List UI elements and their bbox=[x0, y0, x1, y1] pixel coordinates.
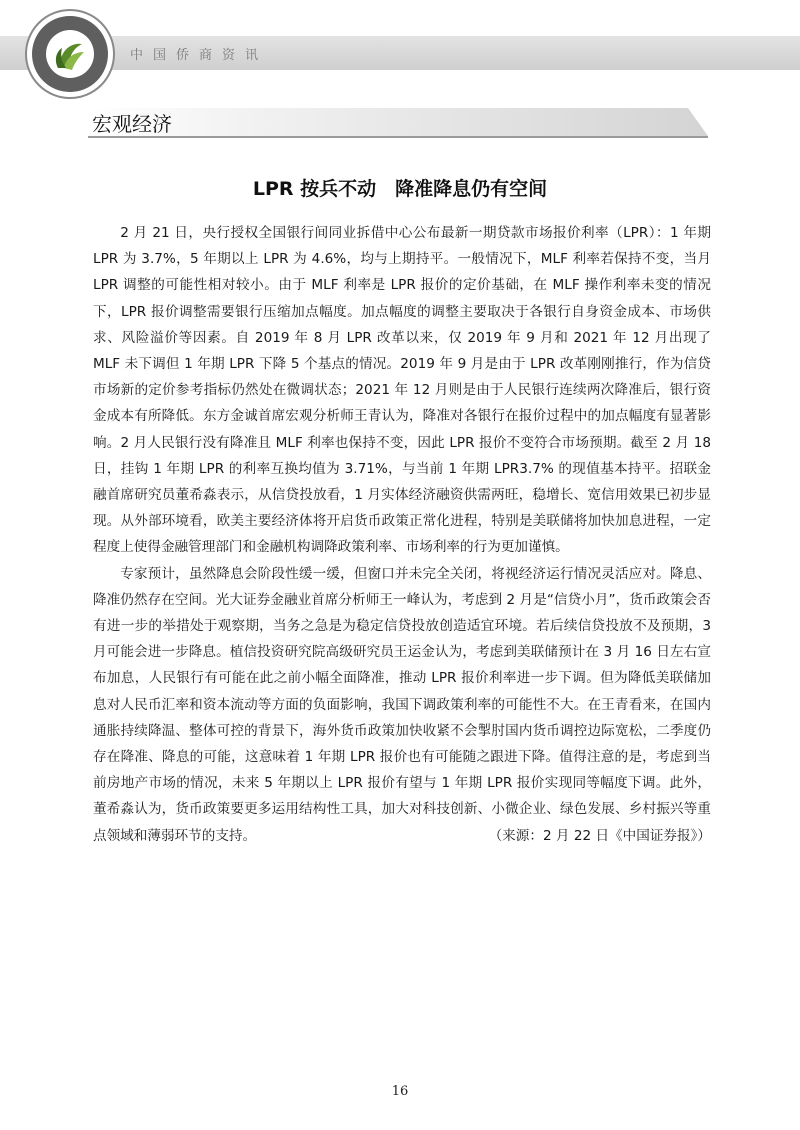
section-header-background bbox=[88, 108, 708, 136]
article-body bbox=[93, 220, 711, 849]
section-title: 宏观经济 bbox=[92, 112, 172, 136]
header-band bbox=[0, 36, 800, 70]
organization-seal-logo bbox=[24, 8, 116, 100]
publication-name: 中国侨商资讯 bbox=[130, 48, 269, 63]
page-number: 16 bbox=[391, 1084, 409, 1099]
article-title: LPR 按兵不动 降准降息仍有空间 bbox=[252, 178, 548, 200]
article-paragraph: 专家预计，虽然降息会阶段性缓一缓，但窗口并未完全关闭，将视经济运行情况灵活应对。降息、降准仍然存在空间。光大证券金融业首席分析师王一峰认为，考虑到 2 月是“信贷小月”，货币政策会否有进一步的举措处于观察期，当务之急是为稳定信贷投放创造适宜环境。若后续信贷投放不及预期，3 月可能会进一步降息。植信投资研究院高级研究员王运金认为，考虑到美联储预计在 3 月 16 日左右宣布加息，人民银行有可能在此之前小幅全面降准，推动 LPR 报价利率进一步下调。但为降低美联储加息对人民币汇率和资本流动等方面的负面影响，我国下调政策利率的可能性不大。在王青看来，在国内通胀持续降温、整体可控的背景下，海外货币政策加快收紧不会掣肘国内货币调控边际宽松，二季度仍存在降准、降息的可能，这意味着 1 年期 LPR 报价也有可能随之跟进下降。值得注意的是，考虑到当前房地产市场的情况，未来 5 年期以上 LPR 报价有望与 1 年期 LPR 报价实现同等幅度下调。此外，董希淼认为，货币政策要更多运用结构性工具，加大对科技创新、小微企业、绿色发展、乡村振兴等重点领域和薄弱环节的支持。 bbox=[93, 565, 711, 844]
section-header-underline bbox=[88, 136, 708, 138]
section-header bbox=[88, 108, 708, 138]
article-source: （来源：2 月 22 日《中国证券报》） bbox=[488, 827, 711, 844]
article-paragraph: 2 月 21 日，央行授权全国银行间同业拆借中心公布最新一期贷款市场报价利率（LPR）：1 年期 LPR 为 3.7%，5 年期以上 LPR 为 4.6%，均与上期持平。一般情况下，MLF 利率若保持不变，当月 LPR 调整的可能性相对较小。由于 MLF 利率是 LPR 报价的定价基础，在 MLF 操作利率未变的情况下，LPR 报价调整需要银行压缩加点幅度。加点幅度的调整主要取决于各银行自身资金成本、市场供求、风险溢价等因素。自 2019 年 8 月 LPR 改革以来，仅 2019 年 9 月和 2021 年 12 月出现了 MLF 未下调但 1 年期 LPR 下降 5 个基点的情况。2019 年 9 月是由于 LPR 改革刚刚推行，作为信贷市场新的定价参考指标仍然处在微调状态；2021 年 12 月则是由于人民银行连续两次降准后，银行资金成本有所降低。东方金诚首席宏观分析师王青认为，降准对各银行在报价过程中的加点幅度有显著影响。2 月人民银行没有降准且 MLF 利率也保持不变，因此 LPR 报价不变符合市场预期。截至 2 月 18 日，挂钩 1 年期 LPR 的利率互换均值为 3.71%，与当前 1 年期 LPR3.7% 的现值基本持平。招联金融首席研究员董希淼表示，从信贷投放看，1 月实体经济融资供需两旺，稳增长、宽信用效果已初步显现。从外部环境看，欧美主要经济体将开启货币政策正常化进程，特别是美联储将加快加息进程，一定程度上使得金融管理部门和金融机构调降政策利率、市场利率的行为更加谨慎。 bbox=[93, 225, 711, 556]
